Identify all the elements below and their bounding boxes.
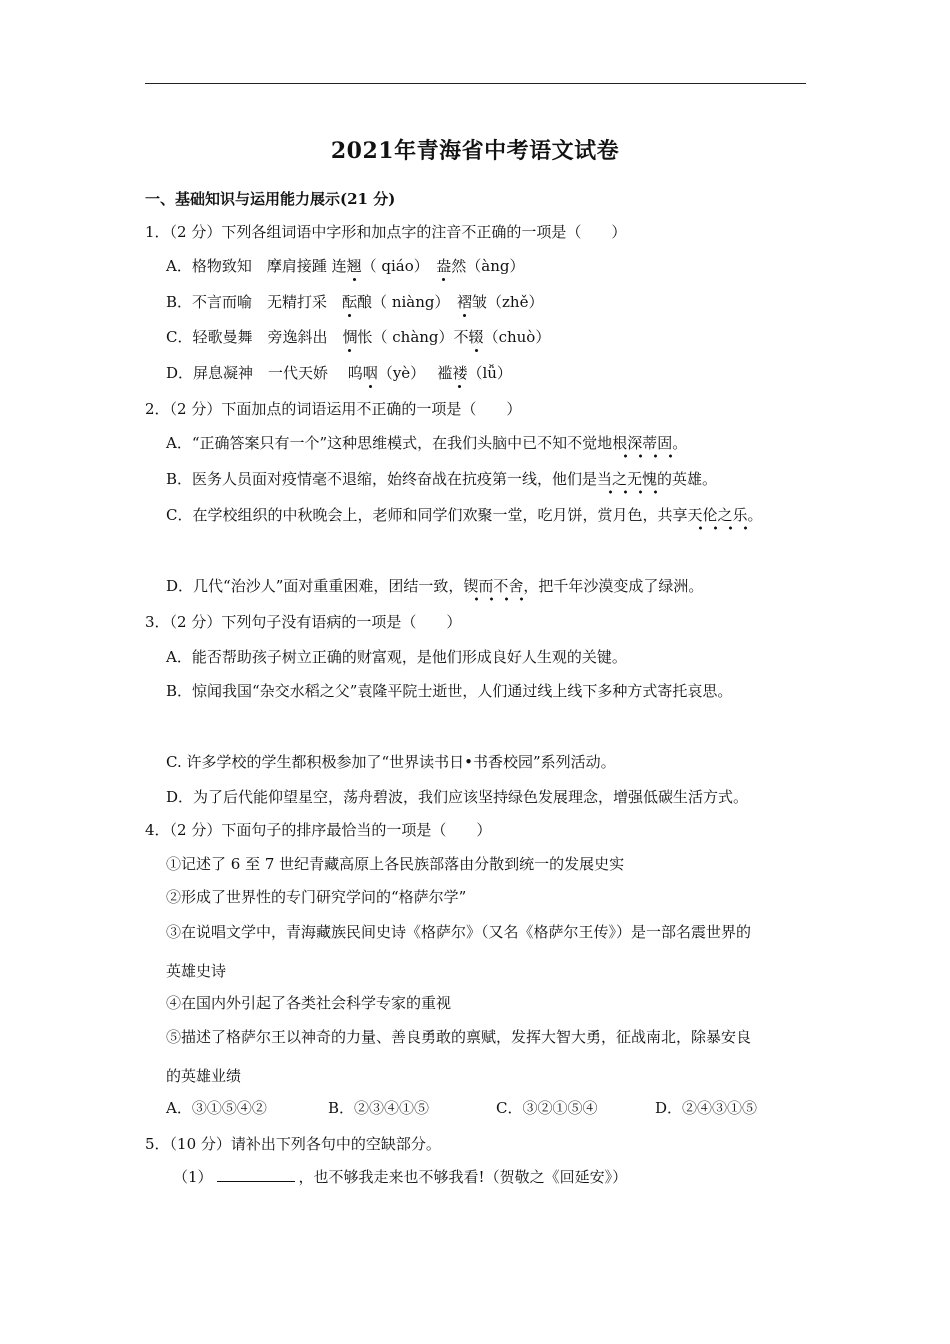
question-1-option-c: C．轻歌曼舞 旁逸斜出 惆怅（ chàng）不辍（chuò） [166,328,551,346]
question-1-option-b: B．不言而喻 无精打采 酝酿（ niàng） 褶皱（zhě） [166,293,544,311]
sentence-3-continued: 英雄史诗 [166,962,227,980]
question-4-option-b: B．②③④①⑤ [328,1099,430,1117]
question-2-option-b: B．医务人员面对疫情毫不退缩，始终奋战在抗疫第一线，他们是当之无愧的英雄。 [166,469,717,489]
question-1-stem: 1．（2 分）下列各组词语中字形和加点字的注音不正确的一项是（ ） [145,223,627,241]
question-2-option-d: D．几代“治沙人”面对重重困难，团结一致，锲而不舍，把千年沙漠变成了绿洲。 [166,576,703,596]
question-2-option-a: A．“正确答案只有一个”这种思维模式，在我们头脑中已不知不觉地根深蒂固。 [166,433,687,453]
sentence-4: ④在国内外引起了各类社会科学专家的重视 [166,994,452,1012]
question-5-item-1: （1） ，也不够我走来也不够我看!（贺敬之《回延安》） [173,1168,628,1186]
question-1-option-a: A．格物致知 摩肩接踵 连翘（ qiáo） 盎然（àng） [166,257,525,275]
sentence-3: ③在说唱文学中，青海藏族民间史诗《格萨尔》（又名《格萨尔王传》）是一部名震世界的 [166,923,752,941]
dotted-phrase: 当之无愧 [597,469,657,494]
dotted-phrase: 锲而不舍 [463,576,523,601]
question-2-stem: 2．（2 分）下面加点的词语运用不正确的一项是（ ） [145,400,522,418]
question-4-option-d: D．②④③①⑤ [655,1099,758,1117]
sentence-2: ②形成了世界性的专门研究学问的“格萨尔学” [166,888,467,906]
section-heading: 一、基础知识与运用能力展示(21 分) [145,190,396,208]
question-2-option-c: C．在学校组织的中秋晚会上，老师和同学们欢聚一堂，吃月饼，赏月色，共享天伦之乐。 [166,505,763,525]
question-3-stem: 3．（2 分）下列句子没有语病的一项是（ ） [145,613,462,631]
page-title: 2021年青海省中考语文试卷 [330,138,620,164]
dotted-phrase: 根深蒂固 [612,433,672,458]
question-3-option-d: D．为了后代能仰望星空，荡舟碧波，我们应该坚持绿色发展理念，增强低碳生活方式。 [166,788,749,806]
header-rule [145,83,806,84]
question-3-option-b: B．惊闻我国“杂交水稻之父”袁隆平院士逝世，人们通过线上线下多种方式寄托哀思。 [166,682,733,700]
question-1-option-d: D．屏息凝神 一代天娇 呜咽（yè） 褴褛（lǚ） [166,364,512,382]
sentence-5-continued: 的英雄业绩 [166,1067,242,1085]
question-4-stem: 4．（2 分）下面句子的排序最恰当的一项是（ ） [145,821,492,839]
sentence-1: ①记述了 6 至 7 世纪青藏高原上各民族部落由分散到统一的发展史实 [166,855,625,873]
question-4-option-a: A．③①⑤④② [166,1099,267,1117]
question-3-option-a: A．能否帮助孩子树立正确的财富观，是他们形成良好人生观的关键。 [166,648,627,666]
question-4-option-c: C．③②①⑤④ [496,1099,598,1117]
question-5-stem: 5．（10 分）请补出下列各句中的空缺部分。 [145,1135,441,1153]
question-3-option-c: C. 许多学校的学生都积极参加了“世界读书日•书香校园”系列活动。 [166,753,616,771]
answer-blank[interactable] [217,1167,295,1182]
dotted-phrase: 天伦之乐 [687,505,747,530]
sentence-5: ⑤描述了格萨尔王以神奇的力量、善良勇敢的禀赋，发挥大智大勇，征战南北，除暴安良 [166,1028,752,1046]
